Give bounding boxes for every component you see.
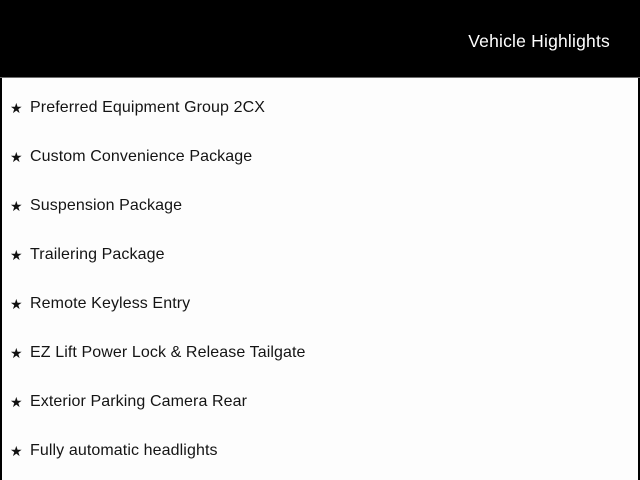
highlight-label: Exterior Parking Camera Rear (30, 392, 248, 410)
list-item (0, 377, 640, 426)
highlights-list (0, 83, 640, 475)
star-icon: ★ (10, 246, 23, 263)
highlight-label: Preferred Equipment Group 2CX (30, 98, 266, 116)
highlight-label: Suspension Package (30, 196, 183, 214)
list-item (0, 83, 640, 132)
star-icon: ★ (10, 148, 23, 165)
star-icon: ★ (10, 295, 23, 312)
list-item (0, 181, 640, 230)
star-icon: ★ (10, 442, 23, 459)
list-item (0, 230, 640, 279)
header-bar (0, 0, 640, 78)
list-item (0, 132, 640, 181)
list-item (0, 279, 640, 328)
list-item (0, 328, 640, 377)
highlight-label: EZ Lift Power Lock & Release Tailgate (30, 343, 306, 361)
star-icon: ★ (10, 393, 23, 410)
star-icon: ★ (10, 99, 23, 116)
highlight-label: Fully automatic headlights (30, 441, 218, 459)
star-icon: ★ (10, 197, 23, 214)
list-item (0, 426, 640, 475)
highlight-label: Custom Convenience Package (30, 147, 253, 165)
highlight-label: Remote Keyless Entry (30, 294, 191, 312)
page-title: Vehicle Highlights (468, 31, 610, 51)
highlight-label: Trailering Package (30, 245, 165, 263)
star-icon: ★ (10, 344, 23, 361)
